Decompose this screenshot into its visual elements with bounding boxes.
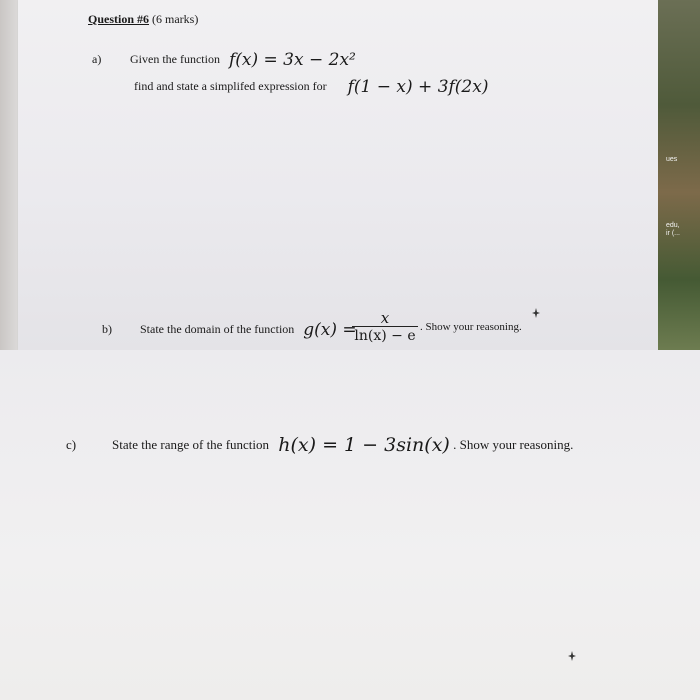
bottom-photo [0,350,700,700]
part-c-label: c) [66,437,77,452]
part-b-line [140,320,357,340]
part-a-line1 [130,50,356,70]
pointer-icon [568,651,576,661]
function-h-definition: h(x) = 1 − 3sin(x) [278,434,450,456]
part-c-reasoning: . Show your reasoning. [453,437,574,452]
edge-text: ir (... [666,230,680,237]
part-a-label: a) [92,52,102,66]
left-edge [0,0,18,350]
part-b-text: State the domain of the function [140,322,295,336]
question-number: Question #6 [88,12,150,26]
part-c-text: State the range of the function [112,437,270,452]
pointer-icon [532,308,540,318]
part-b-label: b) [102,322,112,336]
fraction-numerator: x [380,309,390,327]
function-g-fraction [352,309,418,344]
part-c-line [112,434,574,456]
part-b-reasoning: . Show your reasoning. [420,321,522,333]
edge-text: ues [666,156,678,163]
part-a-text: Given the function [130,52,220,66]
part-a-line2 [134,77,489,97]
function-g-lhs: g(x) = [303,320,357,340]
edge-text: edu, [666,222,680,229]
expression-to-simplify: f(1 − x) + 3f(2x) [347,77,489,97]
fraction-denominator: ln(x) − e [354,328,416,344]
part-a-instruction: find and state a simplifed expression for [134,79,327,93]
function-f-definition: f(x) = 3x − 2x² [228,50,356,70]
question-heading [88,12,198,26]
right-edge-background [658,0,700,350]
question-marks: (6 marks) [152,12,199,26]
